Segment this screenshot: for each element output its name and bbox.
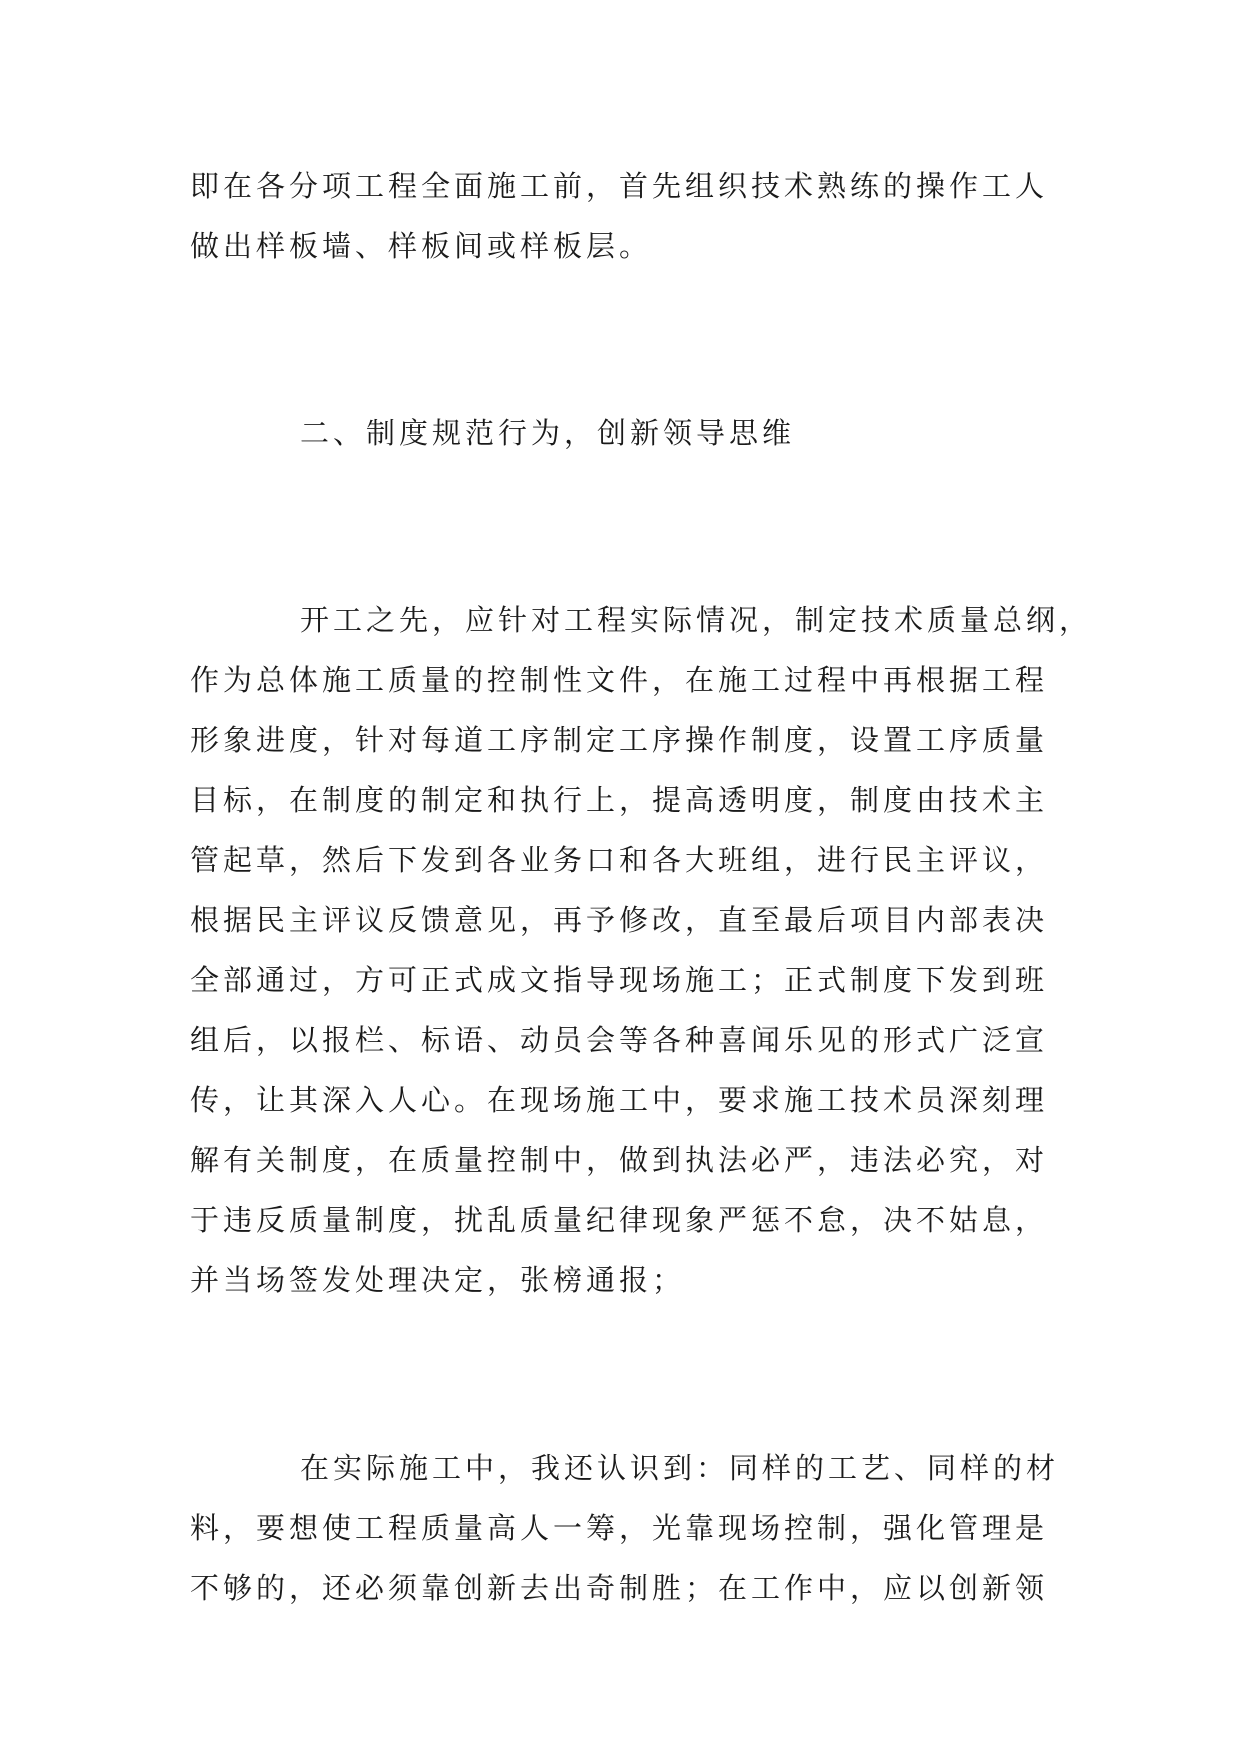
- paragraph-2-line-4: 目标，在制度的制定和执行上，提高透明度，制度由技术主: [190, 783, 1049, 817]
- paragraph-1-line-2: 做出样板墙、样板间或样板层。: [190, 229, 653, 263]
- paragraph-2-line-5: 管起草，然后下发到各业务口和各大班组，进行民主评议，: [190, 843, 1049, 877]
- paragraph-2-line-2: 作为总体施工质量的控制性文件，在施工过程中再根据工程: [190, 663, 1049, 697]
- paragraph-2-line-9: 传，让其深入人心。在现场施工中，要求施工技术员深刻理: [190, 1083, 1049, 1117]
- paragraph-3-line-3: 不够的，还必须靠创新去出奇制胜；在工作中，应以创新领: [190, 1571, 1049, 1605]
- paragraph-2-line-12: 并当场签发处理决定，张榜通报；: [190, 1263, 686, 1297]
- paragraph-3-line-1: 在实际施工中，我还认识到：同样的工艺、同样的材: [300, 1451, 1060, 1485]
- paragraph-3-line-2: 料，要想使工程质量高人一筹，光靠现场控制，强化管理是: [190, 1511, 1049, 1545]
- paragraph-2-line-1: 开工之先，应针对工程实际情况，制定技术质量总纲，: [300, 603, 1093, 637]
- paragraph-2-line-11: 于违反质量制度，扰乱质量纪律现象严惩不怠，决不姑息，: [190, 1203, 1049, 1237]
- paragraph-2-line-6: 根据民主评议反馈意见，再予修改，直至最后项目内部表决: [190, 903, 1049, 937]
- paragraph-2-line-7: 全部通过，方可正式成文指导现场施工；正式制度下发到班: [190, 963, 1049, 997]
- paragraph-2-line-10: 解有关制度，在质量控制中，做到执法必严，违法必究，对: [190, 1143, 1049, 1177]
- paragraph-2-line-8: 组后，以报栏、标语、动员会等各种喜闻乐见的形式广泛宣: [190, 1023, 1049, 1057]
- section-heading: 二、制度规范行为，创新领导思维: [300, 416, 796, 450]
- paragraph-2-line-3: 形象进度，针对每道工序制定工序操作制度，设置工序质量: [190, 723, 1049, 757]
- paragraph-1-line-1: 即在各分项工程全面施工前，首先组织技术熟练的操作工人: [190, 169, 1049, 203]
